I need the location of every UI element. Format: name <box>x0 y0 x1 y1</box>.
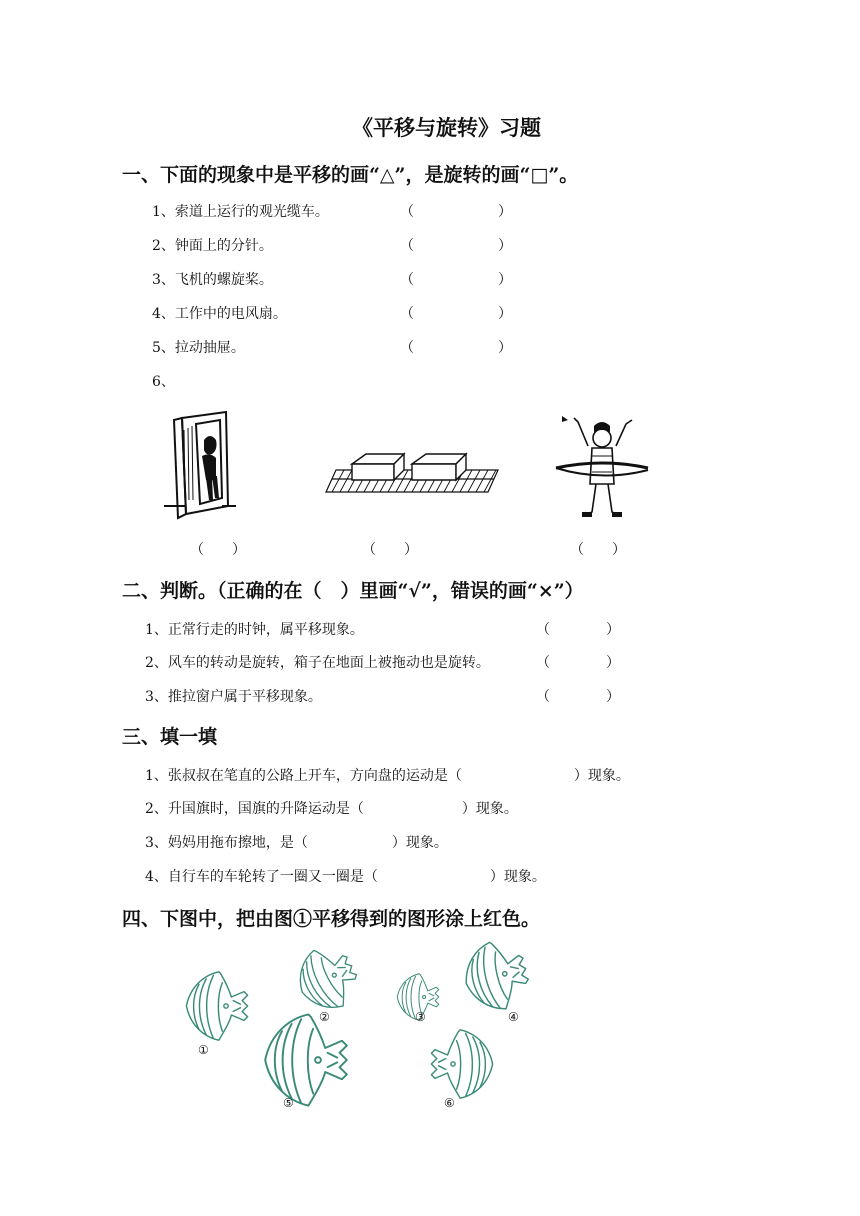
fish-3-label: ③ <box>415 1010 426 1024</box>
s1-item-6: 6、 <box>152 374 175 390</box>
section-2-heading: 二、判断。（正确的在（ ）里画“√”，错误的画“×”） <box>122 580 584 602</box>
s2-item-2: 2、风车的转动是旋转，箱子在地面上被拖动也是旋转。 <box>145 655 490 671</box>
s1-answer-1[interactable]: （ ） <box>400 204 512 220</box>
fish-6-label: ⑥ <box>444 1096 455 1110</box>
fish-2-figure[interactable] <box>294 946 360 1012</box>
s1-answer-5[interactable]: （ ） <box>400 340 512 356</box>
s1-item-4: 4、工作中的电风扇。 <box>152 306 287 322</box>
fish-4-label: ④ <box>508 1010 519 1024</box>
s1-item-3: 3、飞机的螺旋桨。 <box>152 272 273 288</box>
fish-5-figure[interactable] <box>262 1012 350 1108</box>
s3-item-2[interactable]: 2、升国旗时，国旗的升降运动是（ ）现象。 <box>145 801 518 817</box>
hula-hoop-illustration <box>552 406 652 522</box>
s1-item-5: 5、拉动抽屉。 <box>152 340 245 356</box>
section-4-heading: 四、下图中，把由图①平移得到的图形涂上红色。 <box>122 908 541 930</box>
fish-1-label: ① <box>198 1043 209 1057</box>
picture-1-answer[interactable]: （ ） <box>190 542 246 558</box>
fish-5-label: ⑤ <box>283 1096 294 1110</box>
s2-answer-3[interactable]: （ ） <box>536 689 620 705</box>
boxes-illustration <box>322 450 502 500</box>
s1-answer-3[interactable]: （ ） <box>400 272 512 288</box>
s1-answer-4[interactable]: （ ） <box>400 306 512 322</box>
fish-4-figure[interactable] <box>462 940 530 1012</box>
page-title: 《平移与旋转》习题 <box>352 115 541 140</box>
section-3-heading: 三、填一填 <box>122 726 218 748</box>
s1-answer-2[interactable]: （ ） <box>400 238 512 254</box>
section-1-heading: 一、下面的现象中是平移的画“△”，是旋转的画“□”。 <box>122 164 579 186</box>
picture-2-answer[interactable]: （ ） <box>362 542 418 558</box>
s3-item-4[interactable]: 4、自行车的车轮转了一圈又一圈是（ ）现象。 <box>145 869 546 885</box>
s2-item-1: 1、正常行走的时钟，属平移现象。 <box>145 622 364 638</box>
fish-6-figure[interactable] <box>428 1028 496 1100</box>
picture-3-answer[interactable]: （ ） <box>570 542 626 558</box>
s3-item-3[interactable]: 3、妈妈用拖布擦地，是（ ）现象。 <box>145 835 448 851</box>
s2-item-3: 3、推拉窗户属于平移现象。 <box>145 689 322 705</box>
s3-item-1[interactable]: 1、张叔叔在笔直的公路上开车，方向盘的运动是（ ）现象。 <box>145 768 630 784</box>
fish-1-figure[interactable] <box>184 970 250 1042</box>
door-illustration <box>160 410 240 520</box>
s2-answer-2[interactable]: （ ） <box>536 655 620 671</box>
s1-item-2: 2、钟面上的分针。 <box>152 238 273 254</box>
s2-answer-1[interactable]: （ ） <box>536 622 620 638</box>
fish-2-label: ② <box>319 1010 330 1024</box>
s1-item-1: 1、索道上运行的观光缆车。 <box>152 204 329 220</box>
